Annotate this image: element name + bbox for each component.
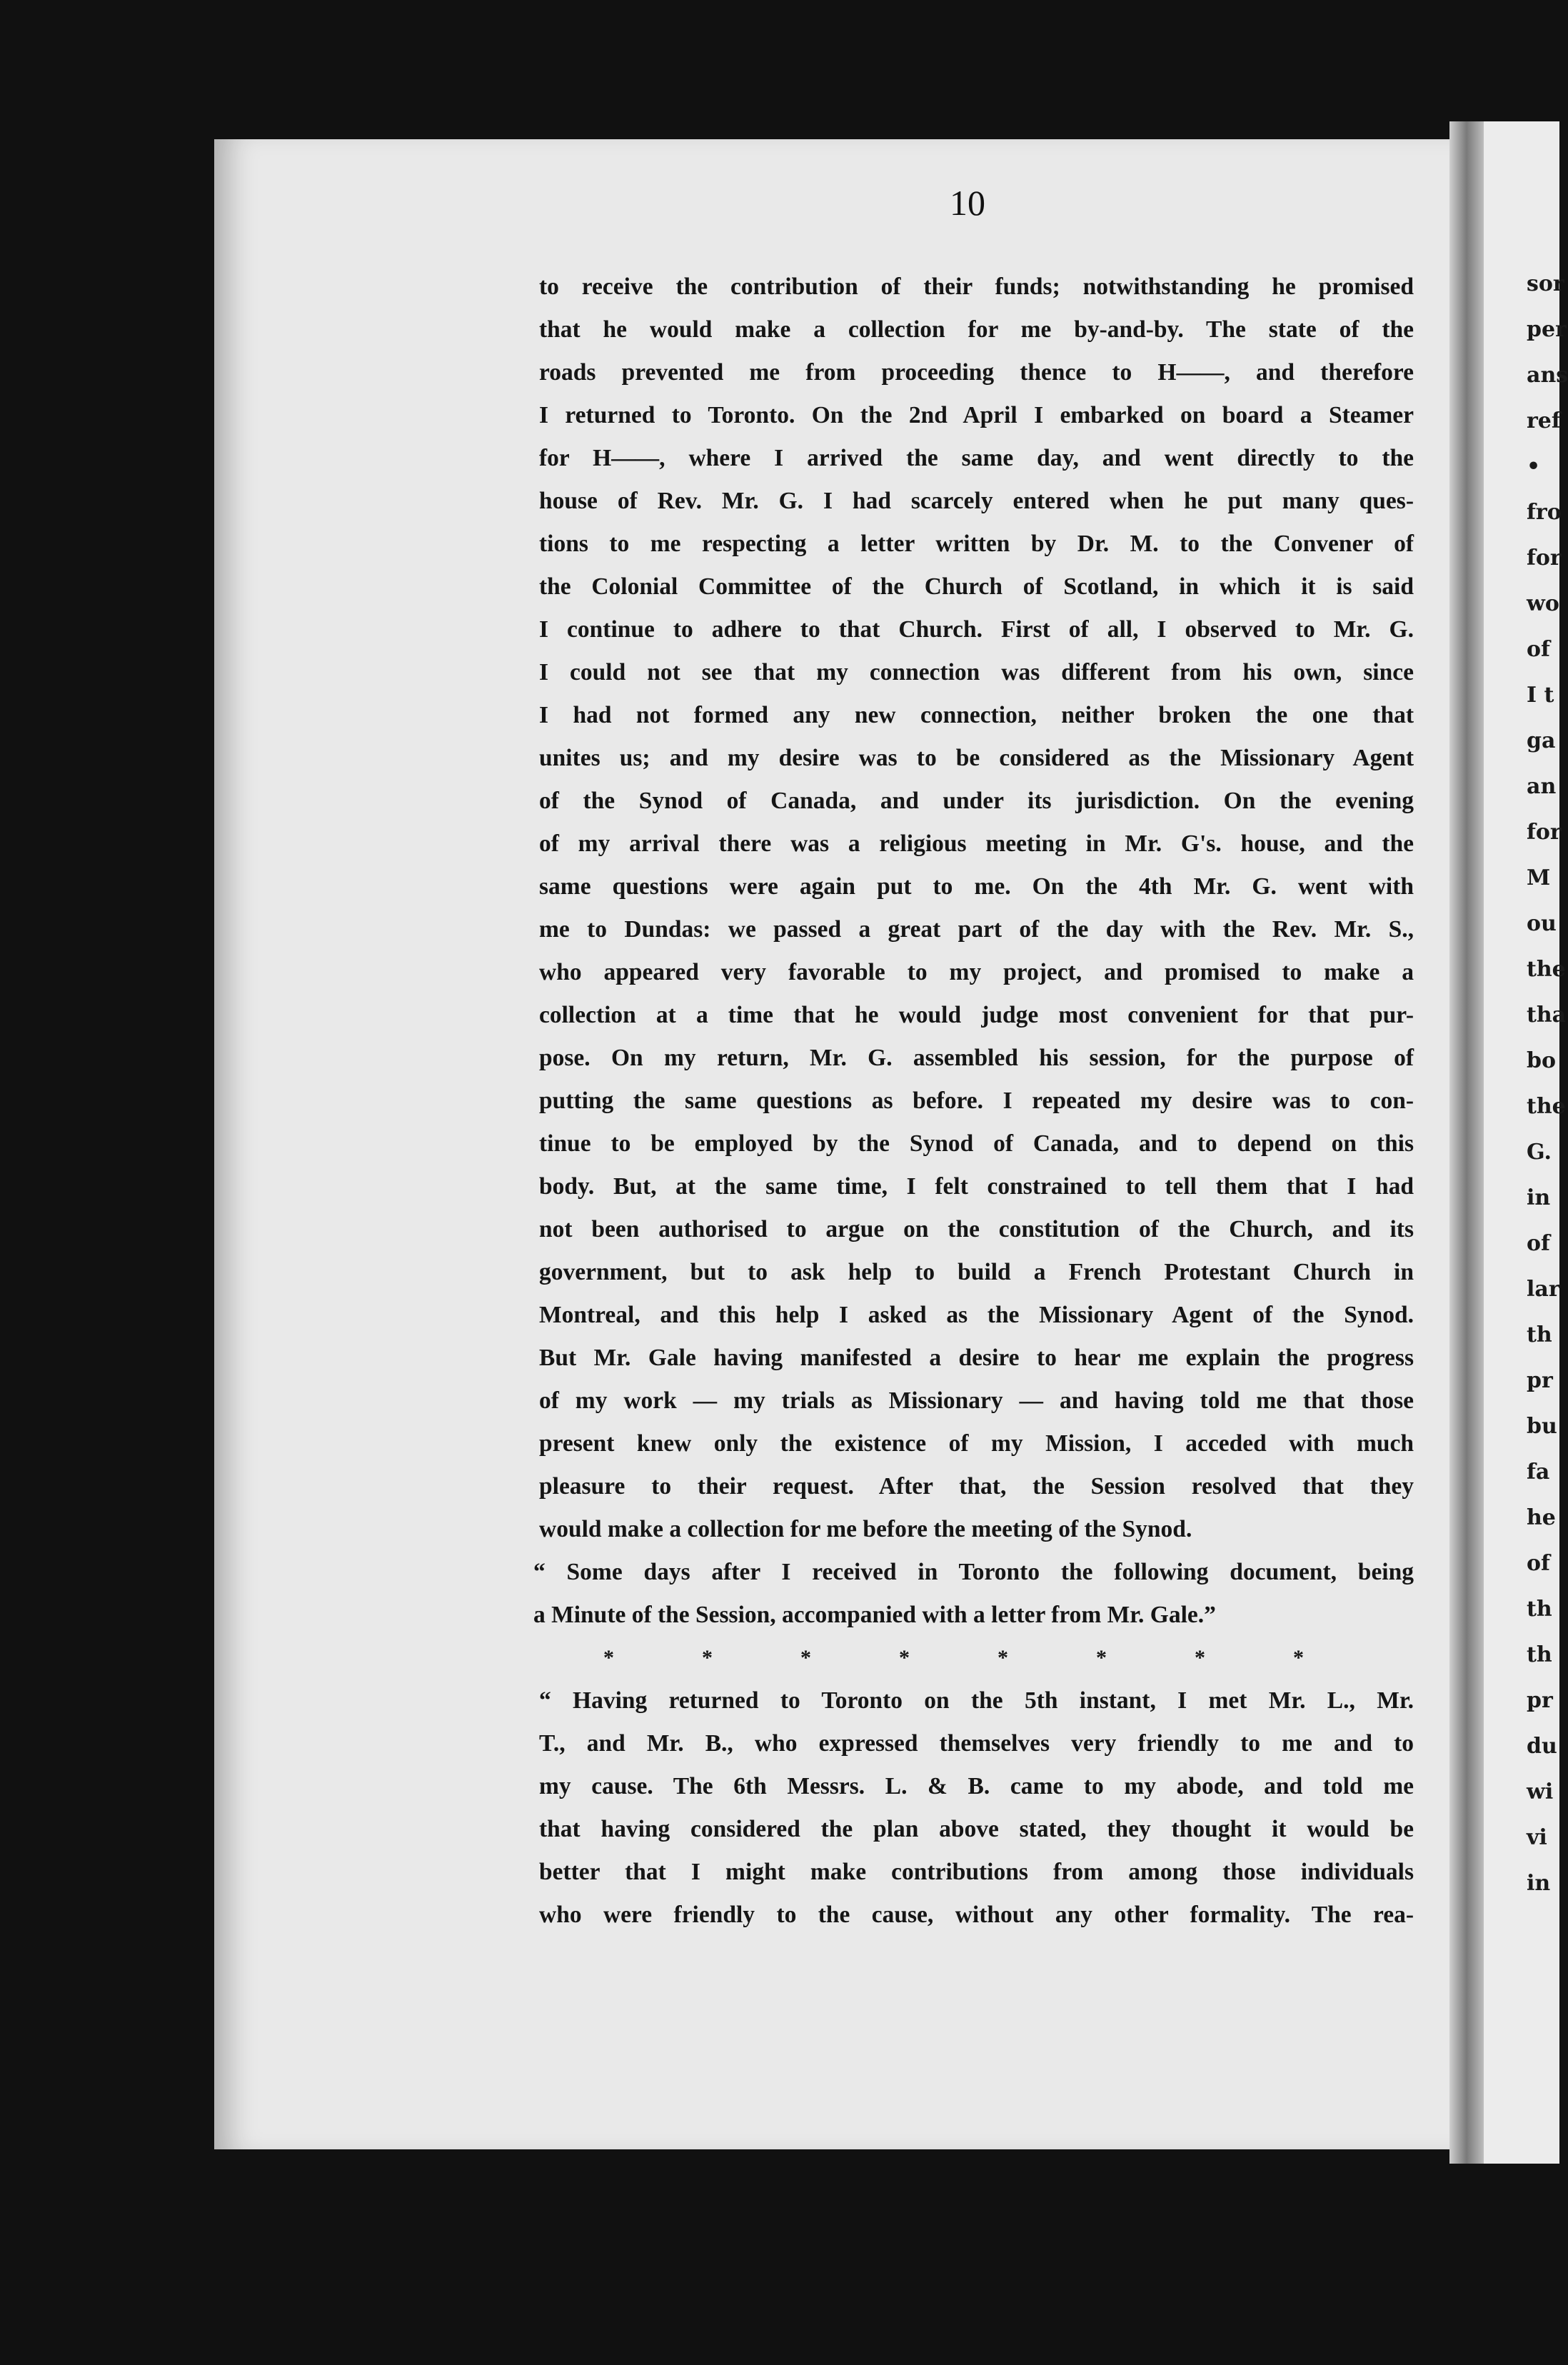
text-line: roads prevented me from proceeding thence to H——, and therefore xyxy=(539,359,1414,386)
facing-page-fragment: an xyxy=(1527,774,1557,799)
facing-page-fragment: in xyxy=(1527,1185,1551,1210)
text-line: putting the same questions as before. I repeated my desire was to con- xyxy=(539,1088,1414,1114)
asterisk: * xyxy=(899,1646,910,1669)
asterisk: * xyxy=(800,1646,811,1669)
text-line: who were friendly to the cause, without any other formality. The rea- xyxy=(539,1902,1414,1928)
text-line: collection at a time that he would judge most convenient for that pur- xyxy=(539,1002,1414,1028)
text-line: I continue to adhere to that Church. First of all, I observed to Mr. G. xyxy=(539,616,1414,643)
text-line: tinue to be employed by the Synod of Canada, and to depend on this xyxy=(539,1130,1414,1157)
asterisk: * xyxy=(1293,1646,1304,1669)
text-line: But Mr. Gale having manifested a desire to hear me explain the progress xyxy=(539,1345,1414,1371)
facing-page-fragment: du xyxy=(1527,1734,1557,1759)
page-number: 10 xyxy=(950,183,985,223)
asterisk: * xyxy=(997,1646,1008,1669)
facing-page-fragment: for xyxy=(1527,546,1562,571)
asterisk-separator xyxy=(539,1637,1414,1679)
text-line: better that I might make contributions from among those individuals xyxy=(539,1859,1414,1885)
asterisk: * xyxy=(603,1646,614,1669)
facing-page-fragment: th xyxy=(1527,1597,1552,1622)
text-line: of my work — my trials as Missionary — and having told me that those xyxy=(539,1387,1414,1414)
facing-page-fragment: ans xyxy=(1527,363,1568,388)
text-line: “ Having returned to Toronto on the 5th instant, I met Mr. L., Mr. xyxy=(539,1687,1414,1714)
asterisk: * xyxy=(1195,1646,1205,1669)
facing-page-fragment: of xyxy=(1527,637,1550,662)
text-line: a Minute of the Session, accompanied with a letter from Mr. Gale.” xyxy=(533,1602,1216,1628)
facing-page-fragment: ref xyxy=(1527,408,1561,433)
text-line: of the Synod of Canada, and under its jurisdiction. On the evening xyxy=(539,788,1414,814)
facing-page-fragment: tha xyxy=(1527,1003,1567,1028)
page-body-text xyxy=(533,266,1414,1937)
facing-page-fragment: the xyxy=(1527,1094,1566,1119)
facing-page-fragment: wi xyxy=(1527,1779,1554,1804)
text-line: pleasure to their request. After that, the Session resolved that they xyxy=(539,1473,1414,1500)
facing-page xyxy=(1484,121,1568,2164)
facing-page-fragment: I t xyxy=(1527,683,1554,708)
facing-page-fragment: of xyxy=(1527,1551,1550,1576)
text-line: pose. On my return, Mr. G. assembled his session, for the purpose of xyxy=(539,1045,1414,1071)
text-line: of my arrival there was a religious meeting in Mr. G's. house, and the xyxy=(539,830,1414,857)
text-line: who appeared very favorable to my project, and promised to make a xyxy=(539,959,1414,985)
text-line: same questions were again put to me. On the 4th Mr. G. went with xyxy=(539,873,1414,900)
facing-page-fragment: lar xyxy=(1527,1277,1560,1302)
text-line: I returned to Toronto. On the 2nd April I embarked on board a Steamer xyxy=(539,402,1414,428)
facing-page-fragment: vi xyxy=(1527,1825,1547,1850)
text-line: T., and Mr. B., who expressed themselves very friendly to me and to xyxy=(539,1730,1414,1757)
text-line: I could not see that my connection was different from his own, since xyxy=(539,659,1414,686)
facing-page-fragment: bo xyxy=(1527,1048,1556,1073)
text-line: would make a collection for me before the meeting of the Synod. xyxy=(539,1516,1192,1542)
facing-page-fragment: th xyxy=(1527,1642,1552,1667)
text-line: that he would make a collection for me by-and-by. The state of the xyxy=(539,316,1414,343)
facing-page-fragment: fa xyxy=(1527,1460,1550,1485)
facing-page-fragment: th xyxy=(1527,1322,1552,1347)
facing-page-fragment: G. xyxy=(1527,1140,1552,1165)
text-line: tions to me respecting a letter written by Dr. M. to the Convener of xyxy=(539,531,1414,557)
text-line: not been authorised to argue on the constitution of the Church, and its xyxy=(539,1216,1414,1242)
text-line: Montreal, and this help I asked as the Missionary Agent of the Synod. xyxy=(539,1302,1414,1328)
facing-page-fragment: M xyxy=(1527,865,1551,890)
facing-page-fragment: the xyxy=(1527,957,1566,982)
facing-page-fragment: pr xyxy=(1527,1368,1553,1393)
facing-page-fragment: for xyxy=(1527,820,1562,845)
facing-page-fragment: • xyxy=(1527,454,1541,479)
facing-page-fragment: per xyxy=(1527,317,1567,342)
text-line: the Colonial Committee of the Church of Scotland, in which it is said xyxy=(539,573,1414,600)
text-line: my cause. The 6th Messrs. L. & B. came to my abode, and told me xyxy=(539,1773,1414,1799)
text-line: to receive the contribution of their funds; notwithstanding he promised xyxy=(539,273,1414,300)
facing-page-fragment: wo xyxy=(1527,591,1559,616)
text-line: body. But, at the same time, I felt constrained to tell them that I had xyxy=(539,1173,1414,1200)
text-line: that having considered the plan above stated, they thought it would be xyxy=(539,1816,1414,1842)
text-line: present knew only the existence of my Mission, I acceded with much xyxy=(539,1430,1414,1457)
facing-page-fragment: ou xyxy=(1527,911,1557,936)
text-line: me to Dundas: we passed a great part of the day with the Rev. Mr. S., xyxy=(539,916,1414,943)
facing-page-fragment: he xyxy=(1527,1505,1556,1530)
facing-page-fragment: ga xyxy=(1527,728,1556,753)
text-line: for H——, where I arrived the same day, and went directly to the xyxy=(539,445,1414,471)
facing-page-fragment: sor xyxy=(1527,271,1564,296)
text-line: government, but to ask help to build a French Protestant Church in xyxy=(539,1259,1414,1285)
facing-page-fragment: bu xyxy=(1527,1414,1557,1439)
facing-page-fragment: of xyxy=(1527,1231,1550,1256)
text-line: “ Some days after I received in Toronto the following document, being xyxy=(533,1559,1414,1585)
facing-page-fragment: pr xyxy=(1527,1688,1553,1713)
asterisk: * xyxy=(1096,1646,1107,1669)
text-line: unites us; and my desire was to be considered as the Missionary Agent xyxy=(539,745,1414,771)
book-gutter xyxy=(1449,121,1484,2164)
facing-page-fragment: in xyxy=(1527,1871,1551,1896)
asterisk: * xyxy=(702,1646,713,1669)
facing-page-fragment: fro xyxy=(1527,500,1562,525)
text-line: I had not formed any new connection, neither broken the one that xyxy=(539,702,1414,728)
text-line: house of Rev. Mr. G. I had scarcely entered when he put many ques- xyxy=(539,488,1414,514)
